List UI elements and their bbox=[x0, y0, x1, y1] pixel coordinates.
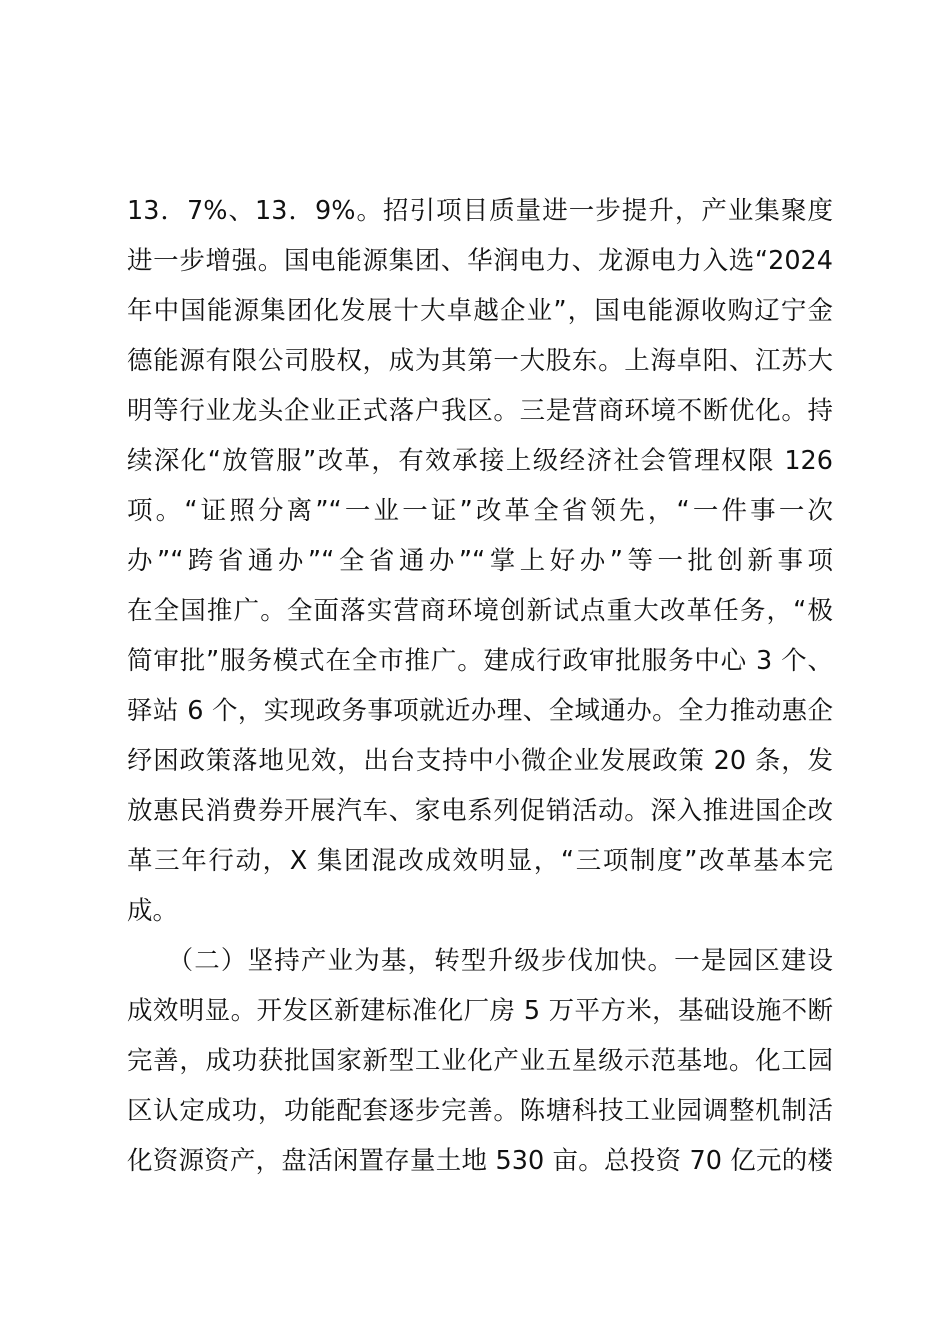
text-line: 革三年行动，X 集团混改成效明显，“三项制度”改革基本完 bbox=[127, 846, 833, 876]
text-line: 驿站 6 个，实现政务事项就近办理、全域通办。全力推动惠企 bbox=[127, 696, 833, 726]
text-line: 区认定成功，功能配套逐步完善。陈塘科技工业园调整机制活 bbox=[127, 1096, 833, 1126]
text-line: 项。“证照分离”“一业一证”改革全省领先，“一件事一次 bbox=[127, 496, 833, 526]
text-line: 放惠民消费券开展汽车、家电系列促销活动。深入推进国企改 bbox=[127, 796, 833, 826]
text-line: 纾困政策落地见效，出台支持中小微企业发展政策 20 条，发 bbox=[127, 746, 833, 776]
text-line: 成效明显。开发区新建标准化厂房 5 万平方米，基础设施不断 bbox=[127, 996, 833, 1026]
body-text bbox=[127, 186, 833, 1186]
text-line: 化资源资产，盘活闲置存量土地 530 亩。总投资 70 亿元的楼 bbox=[127, 1146, 833, 1176]
text-line: 13．7%、13．9%。招引项目质量进一步提升，产业集聚度 bbox=[127, 196, 833, 226]
text-line: 续深化“放管服”改革，有效承接上级经济社会管理权限 126 bbox=[127, 446, 833, 476]
text-line: 完善，成功获批国家新型工业化产业五星级示范基地。化工园 bbox=[127, 1046, 833, 1076]
text-line: 办”“跨省通办”“全省通办”“掌上好办”等一批创新事项 bbox=[127, 546, 833, 576]
text-line: 明等行业龙头企业正式落户我区。三是营商环境不断优化。持 bbox=[127, 396, 833, 426]
text-line: 德能源有限公司股权，成为其第一大股东。上海卓阳、江苏大 bbox=[127, 346, 833, 376]
text-line: 在全国推广。全面落实营商环境创新试点重大改革任务，“极 bbox=[127, 596, 833, 626]
text-line: 进一步增强。国电能源集团、华润电力、龙源电力入选“2024 bbox=[127, 246, 833, 276]
text-line: 年中国能源集团化发展十大卓越企业”，国电能源收购辽宁金 bbox=[127, 296, 833, 326]
text-line: 简审批”服务模式在全市推广。建成行政审批服务中心 3 个、 bbox=[127, 646, 833, 676]
section-heading-line: （二）坚持产业为基，转型升级步伐加快。一是园区建设 bbox=[127, 946, 833, 976]
text-line: 成。 bbox=[127, 896, 179, 926]
